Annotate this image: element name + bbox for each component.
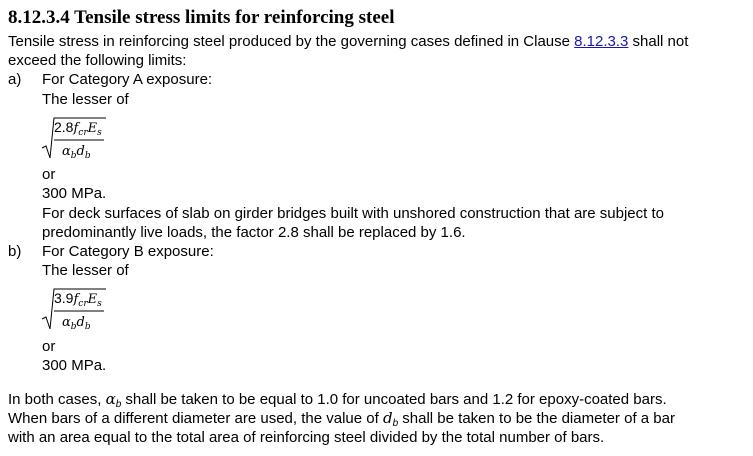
item-b-or: or [42, 338, 56, 355]
item-b-lesser: The lesser of [42, 262, 129, 279]
item-a-note-line-2: predominantly live loads, the factor 2.8 shall be replaced by 1.6. [42, 224, 466, 241]
closing-line-1: In both cases, $\alpha_b$ shall be taken to be equal to 1.0 for uncoated bars and 1.2 for epoxy-coated bars. [8, 390, 667, 410]
formula-a [40, 114, 120, 170]
item-b-marker: b) [8, 243, 22, 260]
clause-link[interactable]: 8.12.3.3 [574, 33, 629, 50]
formula-a-numerator: $2.8f_{cr}E_s$ [54, 119, 102, 138]
intro-text-start: Tensile stress in reinforcing steel produced by the governing cases defined in Clause [8, 33, 575, 50]
item-b-title: For Category B exposure: [42, 243, 214, 260]
item-b-alt-limit: 300 MPa. [42, 357, 107, 374]
formula-a-denominator: $\alpha_bd_b$ [62, 144, 91, 161]
item-a-alt-limit: 300 MPa. [42, 185, 107, 202]
item-a-marker: a) [8, 71, 22, 88]
item-a-or: or [42, 166, 56, 183]
formula-b-denominator: $\alpha_bd_b$ [62, 315, 91, 332]
intro-line-2: exceed the following limits: [8, 52, 187, 69]
item-a-lesser: The lesser of [42, 91, 129, 108]
item-a-title: For Category A exposure: [42, 71, 213, 88]
section-heading: 8.12.3.4 Tensile stress limits for reinforcing steel [8, 7, 395, 28]
intro-line-1 [8, 32, 688, 51]
formula-b-numerator: $3.9f_{cr}E_s$ [54, 290, 102, 309]
formula-b [40, 285, 120, 341]
closing-line-3: with an area equal to the total area of reinforcing steel divided by the total number of bars. [8, 429, 605, 446]
intro-text-end: shall not [628, 33, 689, 50]
item-a-note-line-1: For deck surfaces of slab on girder bridges built with unshored construction that are subject to [42, 205, 664, 222]
closing-line-2: When bars of a different diameter are used, the value of $d_b$ shall be taken to be the diameter of a bar [8, 409, 675, 429]
